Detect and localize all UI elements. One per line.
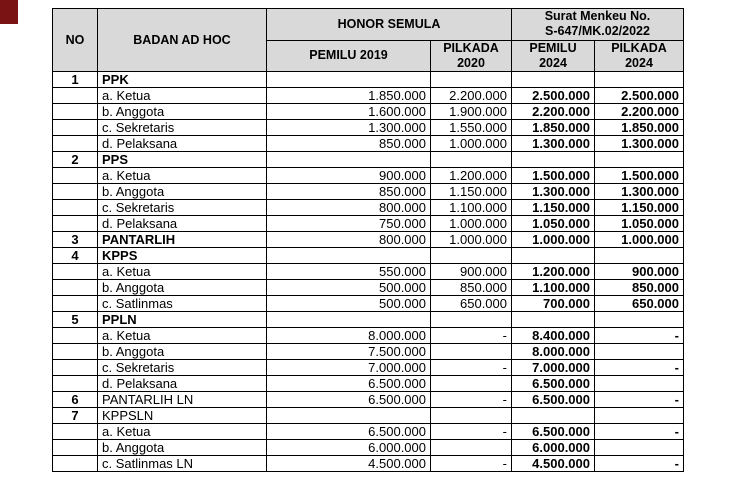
cell-pemilu-2024: 2.500.000 bbox=[512, 88, 595, 104]
cell-label: PPK bbox=[98, 72, 267, 88]
cell-pemilu-2024: 1.150.000 bbox=[512, 200, 595, 216]
table-row bbox=[53, 344, 684, 360]
cell-pilkada-2024: 850.000 bbox=[595, 280, 684, 296]
table-row bbox=[53, 264, 684, 280]
header-pemilu-2024-l1: PEMILU bbox=[529, 40, 577, 55]
cell-pemilu-2024: 1.050.000 bbox=[512, 216, 595, 232]
cell-pemilu-2019 bbox=[267, 312, 431, 328]
cell-pilkada-2024: - bbox=[595, 328, 684, 344]
cell-no: 7 bbox=[53, 408, 98, 424]
cell-no: 5 bbox=[53, 312, 98, 328]
cell-no bbox=[53, 328, 98, 344]
cell-pilkada-2020: - bbox=[431, 360, 512, 376]
cell-pemilu-2019: 6.500.000 bbox=[267, 392, 431, 408]
table-row bbox=[53, 216, 684, 232]
cell-label: a. Ketua bbox=[98, 88, 267, 104]
cell-pilkada-2024: 1.300.000 bbox=[595, 184, 684, 200]
cell-no bbox=[53, 424, 98, 440]
table-row bbox=[53, 184, 684, 200]
table-row bbox=[53, 328, 684, 344]
cell-pilkada-2024: 900.000 bbox=[595, 264, 684, 280]
cell-pilkada-2020: 2.200.000 bbox=[431, 88, 512, 104]
cell-pilkada-2024: - bbox=[595, 456, 684, 472]
cell-pemilu-2024 bbox=[512, 248, 595, 264]
cell-label: PPS bbox=[98, 152, 267, 168]
cell-pilkada-2020: - bbox=[431, 456, 512, 472]
cell-no bbox=[53, 216, 98, 232]
cell-no bbox=[53, 120, 98, 136]
cell-no bbox=[53, 296, 98, 312]
cell-pilkada-2024 bbox=[595, 248, 684, 264]
cell-pilkada-2020: 1.000.000 bbox=[431, 216, 512, 232]
cell-label: b. Anggota bbox=[98, 344, 267, 360]
table-row bbox=[53, 120, 684, 136]
honor-table-body bbox=[53, 72, 684, 472]
cell-pemilu-2024: 1.100.000 bbox=[512, 280, 595, 296]
header-pilkada-2024-l2: 2024 bbox=[625, 55, 653, 70]
cell-pemilu-2019: 550.000 bbox=[267, 264, 431, 280]
cell-no bbox=[53, 264, 98, 280]
cell-pilkada-2024: 2.500.000 bbox=[595, 88, 684, 104]
cell-no: 4 bbox=[53, 248, 98, 264]
cell-no: 1 bbox=[53, 72, 98, 88]
cell-no bbox=[53, 104, 98, 120]
cell-pilkada-2024: 2.200.000 bbox=[595, 104, 684, 120]
cell-no bbox=[53, 184, 98, 200]
cell-pilkada-2020: 1.900.000 bbox=[431, 104, 512, 120]
cell-label: c. Sekretaris bbox=[98, 360, 267, 376]
cell-no bbox=[53, 360, 98, 376]
table-group-row bbox=[53, 248, 684, 264]
cell-label: PANTARLIH bbox=[98, 232, 267, 248]
cell-pilkada-2020: - bbox=[431, 328, 512, 344]
header-pemilu-2024 bbox=[512, 40, 595, 72]
cell-no bbox=[53, 136, 98, 152]
table-group-row bbox=[53, 152, 684, 168]
honor-table bbox=[52, 8, 684, 472]
cell-pemilu-2019: 750.000 bbox=[267, 216, 431, 232]
cell-pemilu-2024: 1.000.000 bbox=[512, 232, 595, 248]
cell-pilkada-2024: 1.500.000 bbox=[595, 168, 684, 184]
cell-pemilu-2024: 8.000.000 bbox=[512, 344, 595, 360]
table-row bbox=[53, 168, 684, 184]
cell-pilkada-2024: - bbox=[595, 424, 684, 440]
cell-no bbox=[53, 88, 98, 104]
cell-pemilu-2019: 1.300.000 bbox=[267, 120, 431, 136]
cell-pemilu-2019 bbox=[267, 408, 431, 424]
cell-pemilu-2019: 850.000 bbox=[267, 136, 431, 152]
cell-pilkada-2024 bbox=[595, 72, 684, 88]
cell-pilkada-2020: 1.150.000 bbox=[431, 184, 512, 200]
cell-pilkada-2020 bbox=[431, 312, 512, 328]
cell-pemilu-2019: 7.000.000 bbox=[267, 360, 431, 376]
cell-pilkada-2020 bbox=[431, 376, 512, 392]
cell-no bbox=[53, 440, 98, 456]
cell-label: a. Ketua bbox=[98, 168, 267, 184]
cell-pemilu-2019: 6.000.000 bbox=[267, 440, 431, 456]
cell-pemilu-2024: 8.400.000 bbox=[512, 328, 595, 344]
header-surat bbox=[512, 9, 684, 41]
cell-pemilu-2024: 1.500.000 bbox=[512, 168, 595, 184]
cell-no: 2 bbox=[53, 152, 98, 168]
cell-pemilu-2024: 6.500.000 bbox=[512, 392, 595, 408]
cell-pilkada-2020: 850.000 bbox=[431, 280, 512, 296]
table-row bbox=[53, 280, 684, 296]
table-group-row bbox=[53, 312, 684, 328]
cell-pilkada-2024 bbox=[595, 440, 684, 456]
header-pilkada-2020-l2: 2020 bbox=[457, 55, 485, 70]
cell-pemilu-2024: 7.000.000 bbox=[512, 360, 595, 376]
header-pilkada-2024-l1: PILKADA bbox=[611, 40, 667, 55]
cell-pilkada-2020: 900.000 bbox=[431, 264, 512, 280]
cell-pemilu-2019: 7.500.000 bbox=[267, 344, 431, 360]
cell-pilkada-2024 bbox=[595, 408, 684, 424]
table-group-row bbox=[53, 408, 684, 424]
table-row bbox=[53, 424, 684, 440]
cell-label: c. Satlinmas LN bbox=[98, 456, 267, 472]
cell-label: KPPSLN bbox=[98, 408, 267, 424]
cell-pemilu-2019: 8.000.000 bbox=[267, 328, 431, 344]
table-row bbox=[53, 376, 684, 392]
header-surat-line1: Surat Menkeu No. bbox=[544, 9, 651, 24]
cell-pemilu-2019: 6.500.000 bbox=[267, 424, 431, 440]
cell-pemilu-2024: 1.850.000 bbox=[512, 120, 595, 136]
header-honor-semula: HONOR SEMULA bbox=[267, 9, 512, 41]
cell-label: b. Anggota bbox=[98, 280, 267, 296]
table-row bbox=[53, 360, 684, 376]
cell-pemilu-2019: 850.000 bbox=[267, 184, 431, 200]
cell-pemilu-2024 bbox=[512, 408, 595, 424]
cell-pemilu-2019: 500.000 bbox=[267, 296, 431, 312]
cell-pemilu-2019: 6.500.000 bbox=[267, 376, 431, 392]
cell-label: b. Anggota bbox=[98, 184, 267, 200]
corner-decoration bbox=[0, 0, 18, 24]
cell-pemilu-2024 bbox=[512, 152, 595, 168]
cell-pemilu-2024: 1.200.000 bbox=[512, 264, 595, 280]
cell-pemilu-2024: 4.500.000 bbox=[512, 456, 595, 472]
cell-label: d. Pelaksana bbox=[98, 376, 267, 392]
cell-pilkada-2024: 1.050.000 bbox=[595, 216, 684, 232]
cell-pemilu-2019: 900.000 bbox=[267, 168, 431, 184]
cell-pilkada-2024 bbox=[595, 152, 684, 168]
cell-pilkada-2024 bbox=[595, 376, 684, 392]
cell-pilkada-2024: 1.150.000 bbox=[595, 200, 684, 216]
cell-no: 3 bbox=[53, 232, 98, 248]
cell-pilkada-2020: 1.200.000 bbox=[431, 168, 512, 184]
table-row bbox=[53, 296, 684, 312]
cell-pemilu-2019 bbox=[267, 152, 431, 168]
cell-pilkada-2024: 1.300.000 bbox=[595, 136, 684, 152]
header-pemilu-2019: PEMILU 2019 bbox=[267, 40, 431, 72]
cell-label: a. Ketua bbox=[98, 424, 267, 440]
cell-label: KPPS bbox=[98, 248, 267, 264]
cell-pemilu-2019 bbox=[267, 72, 431, 88]
cell-pilkada-2024 bbox=[595, 312, 684, 328]
cell-pilkada-2024: - bbox=[595, 392, 684, 408]
cell-pilkada-2024: 1.000.000 bbox=[595, 232, 684, 248]
cell-pilkada-2020: 1.550.000 bbox=[431, 120, 512, 136]
cell-no bbox=[53, 168, 98, 184]
table-row bbox=[53, 104, 684, 120]
header-no: NO bbox=[53, 9, 98, 72]
cell-label: d. Pelaksana bbox=[98, 216, 267, 232]
cell-no bbox=[53, 280, 98, 296]
cell-pilkada-2024: 650.000 bbox=[595, 296, 684, 312]
cell-pilkada-2020 bbox=[431, 408, 512, 424]
cell-pemilu-2024: 6.000.000 bbox=[512, 440, 595, 456]
cell-pemilu-2024: 700.000 bbox=[512, 296, 595, 312]
cell-pilkada-2020: 650.000 bbox=[431, 296, 512, 312]
cell-label: c. Sekretaris bbox=[98, 200, 267, 216]
cell-pilkada-2020: 1.100.000 bbox=[431, 200, 512, 216]
table-row bbox=[53, 200, 684, 216]
table-row bbox=[53, 88, 684, 104]
cell-label: PANTARLIH LN bbox=[98, 392, 267, 408]
cell-no: 6 bbox=[53, 392, 98, 408]
cell-pilkada-2020 bbox=[431, 344, 512, 360]
table-group-row bbox=[53, 72, 684, 88]
cell-pilkada-2020 bbox=[431, 152, 512, 168]
header-surat-line2: S-647/MK.02/2022 bbox=[545, 24, 650, 39]
cell-pemilu-2019: 4.500.000 bbox=[267, 456, 431, 472]
cell-label: a. Ketua bbox=[98, 328, 267, 344]
table-group-row bbox=[53, 392, 684, 408]
header-pilkada-2024 bbox=[595, 40, 684, 72]
cell-pemilu-2019: 800.000 bbox=[267, 200, 431, 216]
cell-pilkada-2020 bbox=[431, 440, 512, 456]
cell-pemilu-2019 bbox=[267, 248, 431, 264]
cell-pilkada-2020 bbox=[431, 72, 512, 88]
cell-pemilu-2019: 1.850.000 bbox=[267, 88, 431, 104]
cell-label: c. Satlinmas bbox=[98, 296, 267, 312]
cell-pemilu-2024: 1.300.000 bbox=[512, 136, 595, 152]
cell-pemilu-2024 bbox=[512, 312, 595, 328]
cell-no bbox=[53, 344, 98, 360]
cell-pilkada-2024 bbox=[595, 344, 684, 360]
table-row bbox=[53, 456, 684, 472]
cell-no bbox=[53, 200, 98, 216]
cell-pilkada-2020: 1.000.000 bbox=[431, 232, 512, 248]
header-pilkada-2020-l1: PILKADA bbox=[443, 40, 499, 55]
cell-pemilu-2024 bbox=[512, 72, 595, 88]
cell-pemilu-2024: 6.500.000 bbox=[512, 376, 595, 392]
cell-pilkada-2024: - bbox=[595, 360, 684, 376]
cell-pilkada-2020: 1.000.000 bbox=[431, 136, 512, 152]
cell-no bbox=[53, 376, 98, 392]
cell-pilkada-2020: - bbox=[431, 392, 512, 408]
cell-pemilu-2019: 1.600.000 bbox=[267, 104, 431, 120]
table-row bbox=[53, 136, 684, 152]
header-pilkada-2020 bbox=[431, 40, 512, 72]
cell-label: PPLN bbox=[98, 312, 267, 328]
table-group-row bbox=[53, 232, 684, 248]
cell-label: a. Ketua bbox=[98, 264, 267, 280]
cell-label: b. Anggota bbox=[98, 104, 267, 120]
table-row bbox=[53, 440, 684, 456]
cell-pemilu-2019: 800.000 bbox=[267, 232, 431, 248]
cell-pilkada-2020 bbox=[431, 248, 512, 264]
cell-pemilu-2019: 500.000 bbox=[267, 280, 431, 296]
cell-pemilu-2024: 1.300.000 bbox=[512, 184, 595, 200]
cell-pilkada-2024: 1.850.000 bbox=[595, 120, 684, 136]
cell-pemilu-2024: 6.500.000 bbox=[512, 424, 595, 440]
cell-pilkada-2020: - bbox=[431, 424, 512, 440]
cell-no bbox=[53, 456, 98, 472]
header-pemilu-2024-l2: 2024 bbox=[539, 55, 567, 70]
header-badan: BADAN AD HOC bbox=[98, 9, 267, 72]
cell-pemilu-2024: 2.200.000 bbox=[512, 104, 595, 120]
cell-label: c. Sekretaris bbox=[98, 120, 267, 136]
cell-label: b. Anggota bbox=[98, 440, 267, 456]
cell-label: d. Pelaksana bbox=[98, 136, 267, 152]
